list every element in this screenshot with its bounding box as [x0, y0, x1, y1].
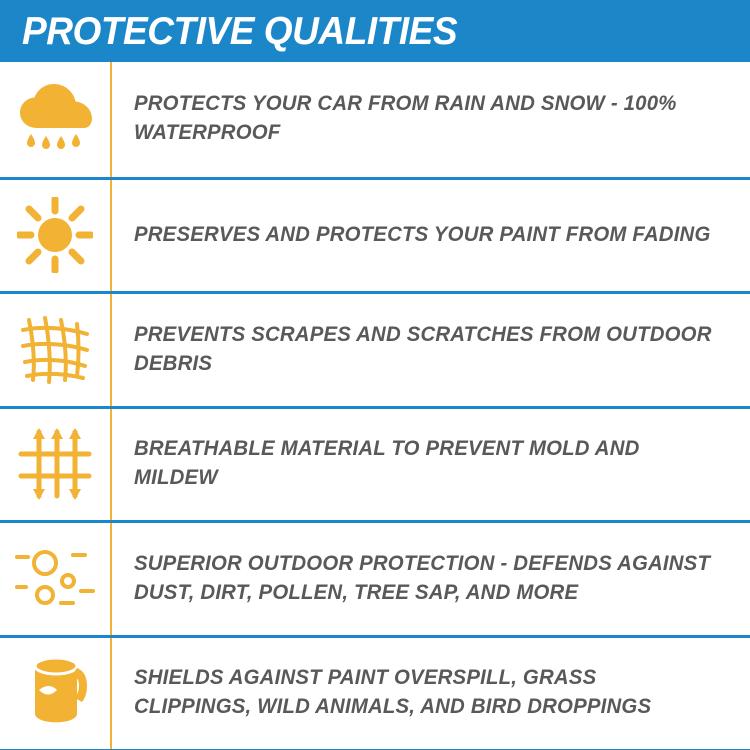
- sun-icon: [17, 197, 93, 273]
- icon-cell: [0, 523, 112, 635]
- icon-cell: [0, 62, 112, 177]
- text-cell: [112, 435, 750, 493]
- list-item-label: SHIELDS AGAINST PAINT OVERSPILL, GRASS CLIPPINGS, WILD ANIMALS, AND BIRD DROPPINGS: [134, 666, 652, 719]
- list-item-label: PREVENTS SCRAPES AND SCRATCHES FROM OUTDOOR DEBRIS: [134, 322, 712, 375]
- qualities-list: [0, 62, 750, 749]
- list-item-label: PRESERVES AND PROTECTS YOUR PAINT FROM FADING: [134, 222, 711, 246]
- text-cell: [112, 550, 750, 608]
- scratched-net-icon: [19, 314, 91, 386]
- text-cell: [112, 221, 750, 250]
- list-item-label: SUPERIOR OUTDOOR PROTECTION - DEFENDS AGAINST DUST, DIRT, POLLEN, TREE SAP, AND MORE: [134, 551, 711, 604]
- page-title: PROTECTIVE QUALITIES: [22, 9, 458, 53]
- paint-can-icon: [19, 656, 91, 730]
- list-item-label: PROTECTS YOUR CAR FROM RAIN AND SNOW - 100% WATERPROOF: [134, 92, 677, 145]
- list-item: [0, 406, 750, 521]
- icon-cell: [0, 638, 112, 750]
- icon-cell: [0, 180, 112, 292]
- text-cell: [112, 321, 750, 379]
- list-item: [0, 62, 750, 177]
- icon-cell: [0, 409, 112, 521]
- dust-particles-icon: [15, 547, 95, 611]
- list-item: [0, 635, 750, 750]
- list-item: [0, 291, 750, 406]
- list-item-label: BREATHABLE MATERIAL TO PREVENT MOLD AND MILDEW: [134, 437, 640, 490]
- text-cell: [112, 664, 750, 722]
- header-bar: [0, 0, 750, 62]
- breathable-airflow-icon: [17, 428, 93, 500]
- icon-cell: [0, 294, 112, 406]
- rain-cloud-icon: [16, 84, 94, 154]
- list-item: [0, 520, 750, 635]
- text-cell: [112, 90, 750, 148]
- list-item: [0, 177, 750, 292]
